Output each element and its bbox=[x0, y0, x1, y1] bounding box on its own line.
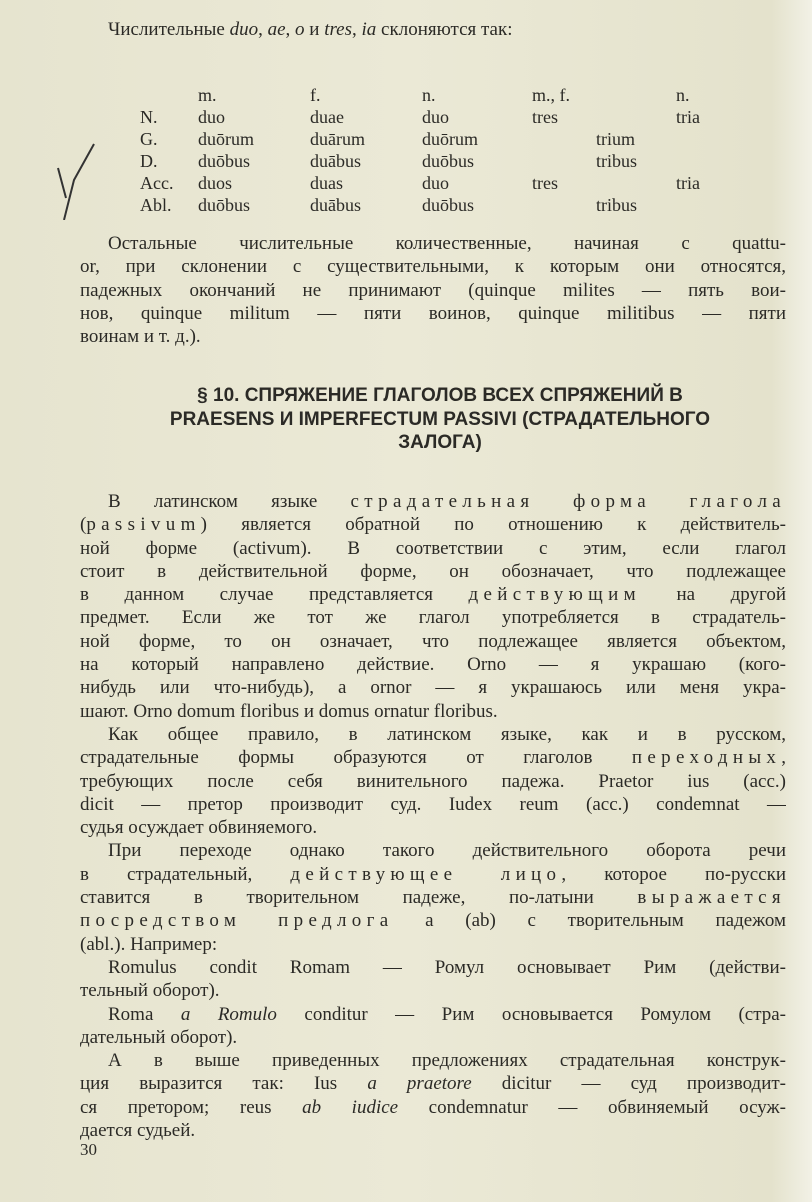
text-run: Остальные числительные количественные, начиная с quattu- bbox=[108, 233, 786, 254]
page-number: 30 bbox=[80, 1140, 97, 1159]
text-run: судья осуждает обвиняемого. bbox=[80, 817, 318, 839]
table-cell bbox=[532, 128, 596, 150]
text-line bbox=[80, 490, 786, 513]
table-cell: duābus bbox=[310, 195, 361, 215]
table-cell: duos bbox=[198, 173, 233, 193]
spaced-emphasis-text: выражается bbox=[637, 887, 786, 909]
text-run: склоняются так: bbox=[376, 19, 513, 40]
text-run: нов, quinque militum — пяти воинов, quinque militibus — пяти bbox=[80, 302, 786, 324]
italic-text: ab iudice bbox=[302, 1096, 399, 1118]
text-run: , bbox=[285, 19, 296, 40]
table-cell: tribus bbox=[596, 151, 638, 171]
spaced-emphasis-text: действующим bbox=[468, 584, 641, 606]
text-run: , bbox=[781, 747, 786, 769]
table-cell: tria bbox=[676, 173, 700, 193]
table-cell: duo bbox=[198, 107, 225, 127]
table-cell: duōrum bbox=[198, 129, 254, 149]
table-cell: duo bbox=[422, 107, 449, 127]
text-run: и bbox=[304, 19, 325, 40]
text-line bbox=[80, 560, 786, 583]
table-cell: tres bbox=[532, 107, 558, 127]
text-line bbox=[80, 630, 786, 653]
text-line bbox=[80, 793, 786, 816]
spaced-emphasis-text: переходных bbox=[631, 747, 782, 769]
text-run: , bbox=[258, 19, 268, 40]
text-run: тельный оборот). bbox=[80, 980, 220, 1002]
declension-table bbox=[140, 84, 716, 216]
text-run: Roma bbox=[108, 1003, 181, 1025]
table-row bbox=[140, 106, 716, 128]
text-line bbox=[80, 1003, 786, 1026]
text-line bbox=[80, 302, 786, 325]
text-line bbox=[80, 606, 786, 629]
text-line bbox=[80, 886, 786, 909]
text-run: dicit — претор производит суд. Iudex reum (acc.) condemnat — bbox=[80, 793, 786, 815]
text-run: на другой bbox=[640, 584, 786, 606]
table-cell: duōbus bbox=[422, 151, 475, 171]
table-cell: duōbus bbox=[422, 195, 475, 215]
italic-text: a Romulo bbox=[180, 1003, 277, 1025]
table-cell bbox=[532, 194, 596, 216]
handwritten-checkmark bbox=[50, 140, 110, 220]
text-run: В латинском языке bbox=[108, 491, 351, 512]
table-cell: duas bbox=[310, 173, 343, 193]
table-cell: tria bbox=[676, 107, 700, 127]
text-run: ) является обратной по отношению к действитель- bbox=[200, 514, 786, 536]
spaced-emphasis-text: страдательная форма глагола bbox=[350, 491, 786, 512]
table-row bbox=[140, 172, 716, 194]
text-line bbox=[80, 18, 786, 41]
table-cell: n. bbox=[676, 85, 690, 105]
table-cell: Abl. bbox=[140, 195, 172, 215]
table-cell: tres bbox=[532, 173, 558, 193]
text-line bbox=[80, 232, 786, 255]
italic-text: duo bbox=[229, 19, 259, 40]
text-run: предмет. Если же тот же глагол употребляется в страдатель- bbox=[80, 607, 786, 629]
paragraph-numerals bbox=[80, 232, 786, 348]
italic-text: ae bbox=[267, 19, 286, 40]
text-run: стоит в действительной форме, он обозначает, что подлежащее bbox=[80, 560, 786, 582]
text-run: А в выше приведенных предложениях страдательная конструк- bbox=[108, 1050, 786, 1072]
table-cell bbox=[676, 194, 716, 216]
text-line bbox=[80, 537, 786, 560]
intro-line bbox=[80, 18, 786, 41]
text-line bbox=[80, 863, 786, 886]
table-cell bbox=[596, 84, 676, 106]
text-run: страдательные формы образуются от глаголов bbox=[80, 747, 632, 769]
table-cell: duōrum bbox=[422, 129, 478, 149]
text-line bbox=[80, 676, 786, 699]
body-text bbox=[80, 490, 786, 1142]
italic-text: ia bbox=[361, 19, 377, 40]
text-run: ция выразится так: Ius bbox=[80, 1073, 368, 1095]
text-run: ной форме (activum). В соответствии с этим, если глагол bbox=[80, 537, 786, 559]
table-row bbox=[140, 128, 716, 150]
table-cell: m. bbox=[198, 85, 217, 105]
table-cell: duōbus bbox=[198, 151, 251, 171]
table-cell bbox=[596, 172, 676, 194]
table-cell: Acc. bbox=[140, 173, 174, 193]
table-cell: N. bbox=[140, 107, 158, 127]
heading-line: PRAESENS И IMPERFECTUM PASSIVI (СТРАДАТЕЛЬНОГО bbox=[169, 408, 711, 430]
text-run: , bbox=[352, 19, 362, 40]
table-cell: duārum bbox=[310, 129, 365, 149]
italic-text: a praetore bbox=[367, 1073, 472, 1095]
text-run: требующих после себя винительного падежа. Praetor ius (acc.) bbox=[80, 770, 786, 792]
text-run: dicitur — суд производит- bbox=[471, 1073, 786, 1095]
text-run: падежных окончаний не принимают (quinque milites — пять вои- bbox=[80, 279, 786, 301]
text-run: в данном случае представляется bbox=[80, 584, 469, 606]
text-line bbox=[80, 933, 786, 956]
table-cell: duo bbox=[422, 173, 449, 193]
text-line bbox=[80, 746, 786, 769]
text-line bbox=[80, 325, 786, 348]
table-header-row bbox=[140, 84, 716, 106]
table-cell: duōbus bbox=[198, 195, 251, 215]
text-line bbox=[80, 839, 786, 862]
text-run: ( bbox=[80, 514, 87, 536]
text-run: дательный оборот). bbox=[80, 1026, 238, 1048]
spaced-emphasis-text: действующее лицо bbox=[290, 863, 562, 885]
text-run: a (ab) с творительным падежом bbox=[393, 910, 786, 932]
spaced-emphasis-text: посредством предлога bbox=[80, 910, 394, 932]
text-line bbox=[80, 979, 786, 1002]
table-cell: D. bbox=[140, 151, 158, 171]
italic-text: o bbox=[295, 19, 305, 40]
table-cell: f. bbox=[310, 85, 321, 105]
text-run: Romulus condit Romam — Ромул основывает Рим (действи- bbox=[108, 956, 786, 978]
text-run: (abl.). Например: bbox=[80, 933, 218, 955]
text-line bbox=[80, 653, 786, 676]
text-line bbox=[80, 1072, 786, 1095]
text-line bbox=[80, 816, 786, 839]
text-run: Числительные bbox=[108, 19, 230, 40]
text-run: ной форме, то он означает, что подлежащее является объектом, bbox=[80, 630, 786, 652]
text-line bbox=[80, 1119, 786, 1142]
text-run: or, при склонении с существительными, к которым они относятся, bbox=[80, 256, 786, 278]
table-cell bbox=[676, 150, 716, 172]
text-line bbox=[80, 1049, 786, 1072]
text-line bbox=[80, 956, 786, 979]
text-run: ся претором; reus bbox=[80, 1096, 303, 1118]
text-line bbox=[80, 1096, 786, 1119]
text-run: При переходе однако такого действительного оборота речи bbox=[108, 840, 786, 862]
table-cell: duābus bbox=[310, 151, 361, 171]
text-line bbox=[80, 770, 786, 793]
table-cell bbox=[676, 128, 716, 150]
table-cell: duae bbox=[310, 107, 344, 127]
text-run: , которое по-русски bbox=[561, 863, 786, 885]
text-line bbox=[80, 255, 786, 278]
text-line bbox=[80, 723, 786, 746]
text-line bbox=[80, 583, 786, 606]
table-cell bbox=[532, 150, 596, 172]
italic-text: tres bbox=[324, 19, 353, 40]
table-cell: tribus bbox=[596, 195, 638, 215]
table-cell: trium bbox=[596, 129, 635, 149]
table-cell bbox=[140, 84, 198, 106]
text-run: Как общее правило, в латинском языке, как и в русском, bbox=[108, 723, 786, 745]
heading-line: § 10. СПРЯЖЕНИЕ ГЛАГОЛОВ ВСЕХ СПРЯЖЕНИЙ В bbox=[197, 385, 683, 406]
heading-line: ЗАЛОГА) bbox=[398, 432, 482, 453]
text-run: condemnatur — обвиняемый осуж- bbox=[398, 1096, 786, 1118]
text-run: шают. Orno domum floribus и domus ornatur floribus. bbox=[80, 700, 498, 722]
table-row bbox=[140, 194, 716, 216]
table-cell: n. bbox=[422, 85, 436, 105]
table-cell bbox=[596, 106, 676, 128]
text-run: дается судьей. bbox=[80, 1120, 196, 1142]
spaced-emphasis-text: passivum bbox=[86, 514, 201, 536]
text-run: conditur — Рим основывается Ромулом (стра- bbox=[276, 1003, 786, 1025]
text-run: в страдательный, bbox=[80, 863, 291, 885]
text-line bbox=[80, 279, 786, 302]
text-line bbox=[80, 700, 786, 723]
text-line bbox=[80, 1026, 786, 1049]
table-cell: G. bbox=[140, 129, 158, 149]
text-run: ставится в творительном падеже, по-латыни bbox=[80, 887, 638, 909]
text-run: нибудь или что-нибудь), a ornor — я украшаюсь или меня укра- bbox=[80, 677, 786, 699]
text-line bbox=[80, 513, 786, 536]
text-line bbox=[80, 909, 786, 932]
section-heading bbox=[90, 384, 790, 455]
text-run: на который направлено действие. Orno — я украшаю (кого- bbox=[80, 654, 786, 676]
text-run: воинам и т. д.). bbox=[80, 326, 201, 348]
table-row bbox=[140, 150, 716, 172]
table-cell: m., f. bbox=[532, 85, 570, 105]
